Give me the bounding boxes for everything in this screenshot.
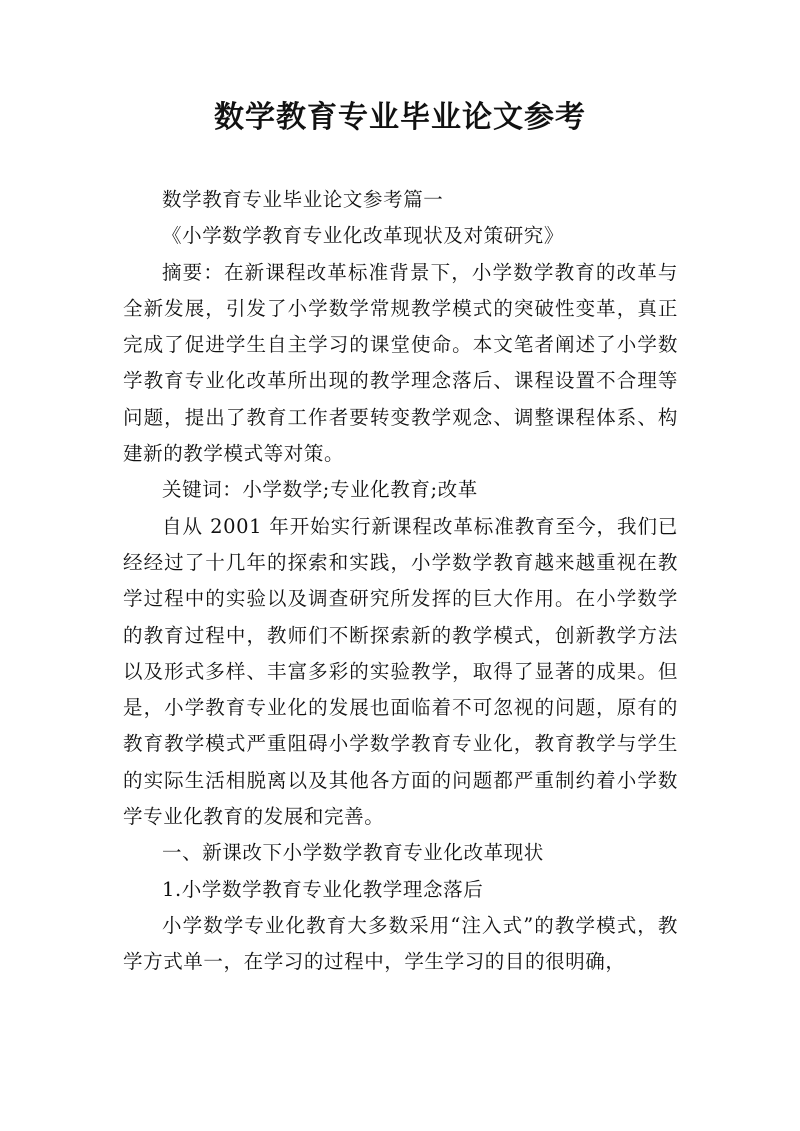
paper-title: 《小学数学教育专业化改革现状及对策研究》 [162,224,565,248]
keywords-line: 关键词：小学数学;专业化教育;改革 [162,478,478,502]
subsection-one-heading: 1.小学数学教育专业化教学理念落后 [162,877,484,901]
subsection-one-paragraph: 小学数学专业化教育大多数采用“注入式”的教学模式，教学方式单一，在学习的过程中，学生学习的目的很明确， [123,913,678,974]
section-heading: 数学教育专业毕业论文参考篇一 [162,188,444,211]
document-body [123,182,678,981]
section-one-heading: 一、新课改下小学数学教育专业化改革现状 [162,841,544,865]
abstract-paragraph: 摘要：在新课程改革标准背景下，小学数学教育的改革与全新发展，引发了小学数学常规教学模式的突破性变革，真正完成了促进学生自主学习的课堂使命。本文笔者阐述了小学数学教育专业化改革所出现的教学理念落后、课程设置不合理等问题，提出了教育工作者要转变教学观念、调整课程体系、构建新的教学模式等对策。 [123,260,678,466]
document-title: 数学教育专业毕业论文参考 [214,100,586,135]
intro-paragraph: 自从 2001 年开始实行新课程改革标准教育至今，我们已经经过了十几年的探索和实践，小学数学教育越来越重视在教学过程中的实验以及调查研究所发挥的巨大作用。在小学数学的教育过程中，教师们不断探索新的教学模式，创新教学方法以及形式多样、丰富多彩的实验教学，取得了显著的成果。但是，小学教育专业化的发展也面临着不可忽视的问题，原有的教育教学模式严重阻碍小学数学教育专业化，教育教学与学生的实际生活相脱离以及其他各方面的问题都严重制约着小学数学专业化教育的发展和完善。 [123,514,678,829]
